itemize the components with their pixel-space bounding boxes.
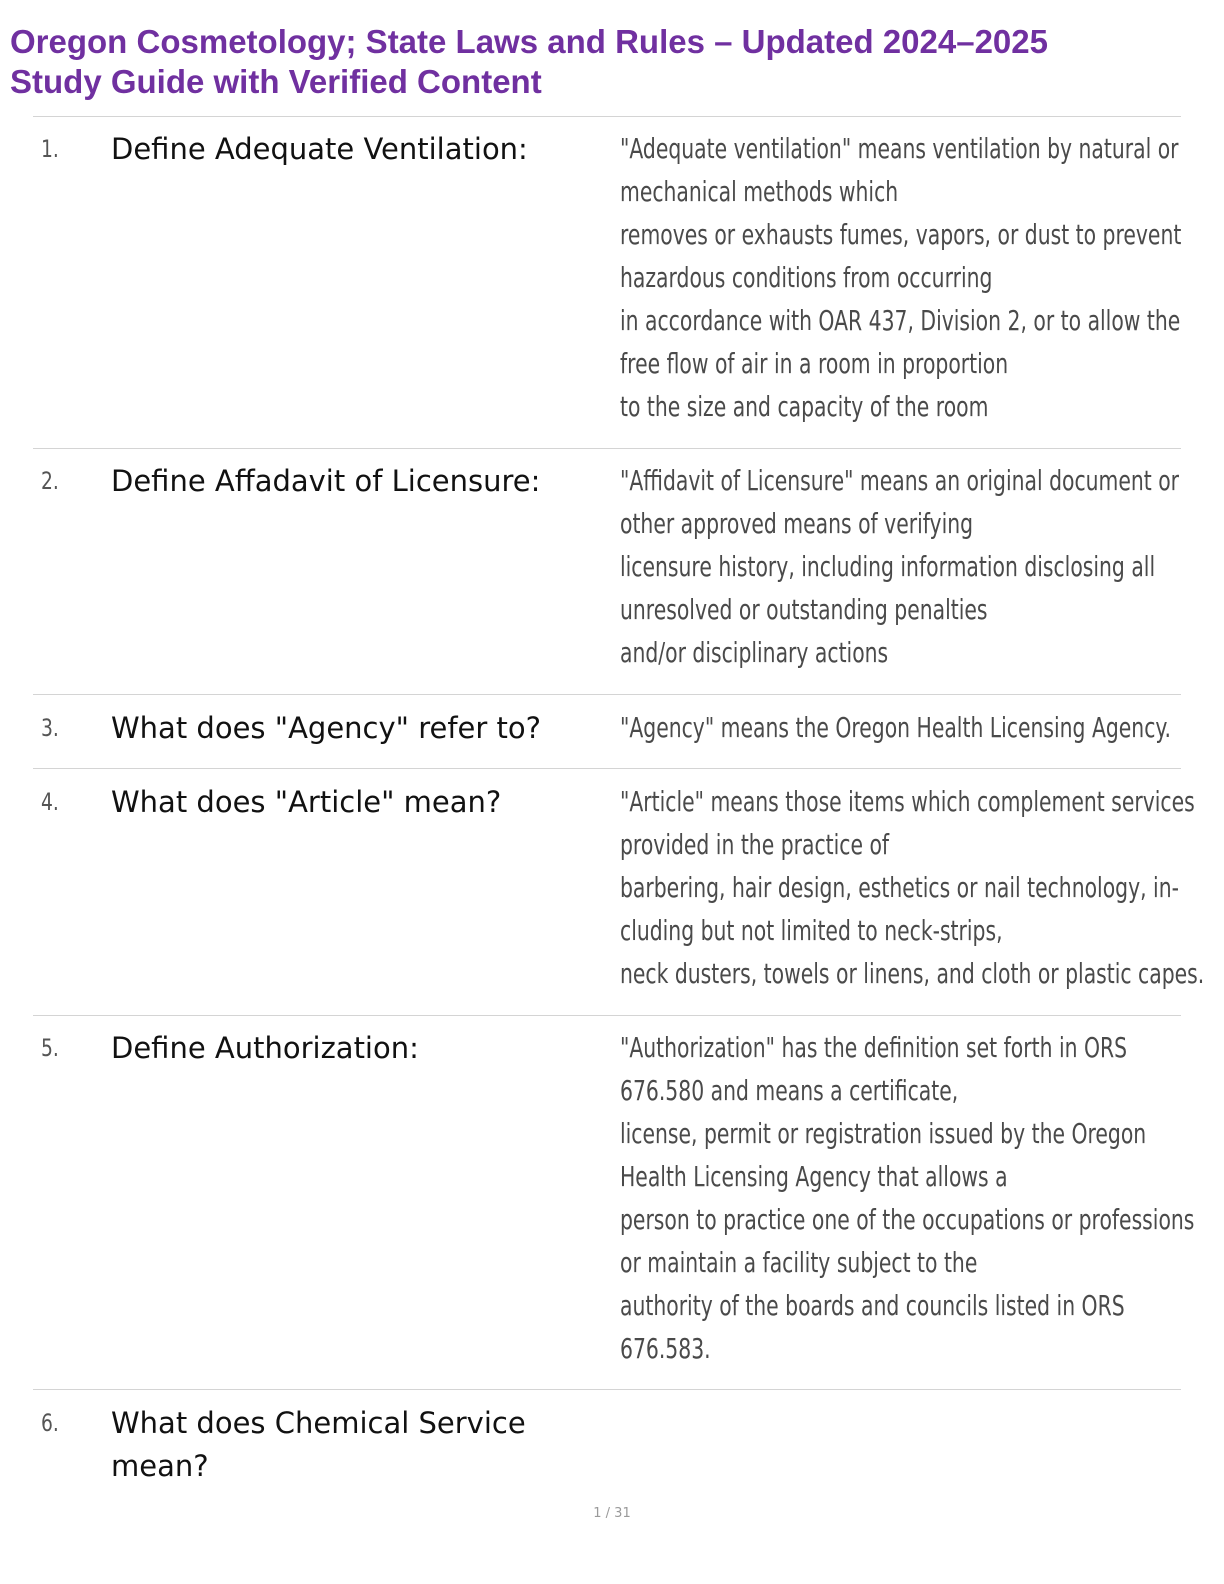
card-number: 4. — [41, 788, 59, 816]
divider — [33, 116, 1181, 117]
definition-line: "Article" means those items which complement services — [620, 786, 1195, 818]
definition-line: authority of the boards and councils listed in ORS — [620, 1290, 1125, 1322]
definition-line: licensure history, including information disclosing all — [620, 551, 1156, 583]
card-number: 6. — [41, 1409, 59, 1437]
card-definition — [620, 128, 1182, 429]
card-definition — [620, 707, 1172, 750]
card-term: What does "Article" mean? — [111, 785, 502, 819]
card-number: 1. — [41, 135, 59, 163]
definition-line: "Adequate ventilation" means ventilation by natural or — [620, 133, 1179, 165]
definition-line: neck dusters, towels or linens, and cloth or plastic capes. — [620, 958, 1205, 990]
definition-line: license, permit or registration issued by the Oregon — [620, 1118, 1147, 1150]
card-number: 3. — [41, 714, 59, 742]
card-term: Define Authorization: — [111, 1031, 419, 1065]
divider — [33, 1389, 1181, 1390]
definition-line: in accordance with OAR 437, Division 2, or to allow the — [620, 305, 1181, 337]
document-title-line-2: Study Guide with Verified Content — [10, 63, 542, 100]
definition-line: and/or disciplinary actions — [620, 637, 889, 669]
definition-line: hazardous conditions from occurring — [620, 262, 993, 294]
definition-line: to the size and capacity of the room — [620, 391, 989, 423]
definition-line: mechanical methods which — [620, 176, 899, 208]
card-definition — [620, 1027, 1195, 1371]
definition-line: "Affidavit of Licensure" means an original document or — [620, 465, 1180, 497]
card-term: Define Affadavit of Licensure: — [111, 464, 541, 498]
card-number: 2. — [41, 467, 59, 495]
divider — [33, 1015, 1181, 1016]
card-term: What does Chemical Service mean? — [111, 1406, 526, 1483]
card-definition — [620, 781, 1205, 996]
definition-line: removes or exhausts fumes, vapors, or dust to prevent — [620, 219, 1182, 251]
definition-line: cluding but not limited to neck-strips, — [620, 915, 1003, 947]
definition-line: barbering, hair design, esthetics or nail technology, in- — [620, 872, 1179, 904]
card-number: 5. — [41, 1034, 59, 1062]
definition-line: person to practice one of the occupations or professions — [620, 1204, 1195, 1236]
definition-line: "Authorization" has the definition set forth in ORS — [620, 1032, 1128, 1064]
definition-line: free flow of air in a room in proportion — [620, 348, 1009, 380]
definition-line: provided in the practice of — [620, 829, 890, 861]
definition-line: Health Licensing Agency that allows a — [620, 1161, 1008, 1193]
card-term: Define Adequate Ventilation: — [111, 132, 528, 166]
divider — [33, 694, 1181, 695]
card-definition — [620, 460, 1180, 675]
divider — [33, 448, 1181, 449]
document-title — [10, 22, 1210, 102]
definition-line: "Agency" means the Oregon Health Licensing Agency. — [620, 712, 1172, 744]
definition-line: other approved means of verifying — [620, 508, 974, 540]
definition-line: 676.580 and means a certificate, — [620, 1075, 959, 1107]
card-term: What does "Agency" refer to? — [111, 711, 542, 745]
divider — [33, 768, 1181, 769]
definition-line: or maintain a facility subject to the — [620, 1247, 978, 1279]
definition-line: unresolved or outstanding penalties — [620, 594, 988, 626]
definition-line: 676.583. — [620, 1333, 711, 1365]
page-indicator: 1 / 31 — [593, 1506, 631, 1521]
document-title-line-1: Oregon Cosmetology; State Laws and Rules – Updated 2024–2025 — [10, 23, 1048, 60]
